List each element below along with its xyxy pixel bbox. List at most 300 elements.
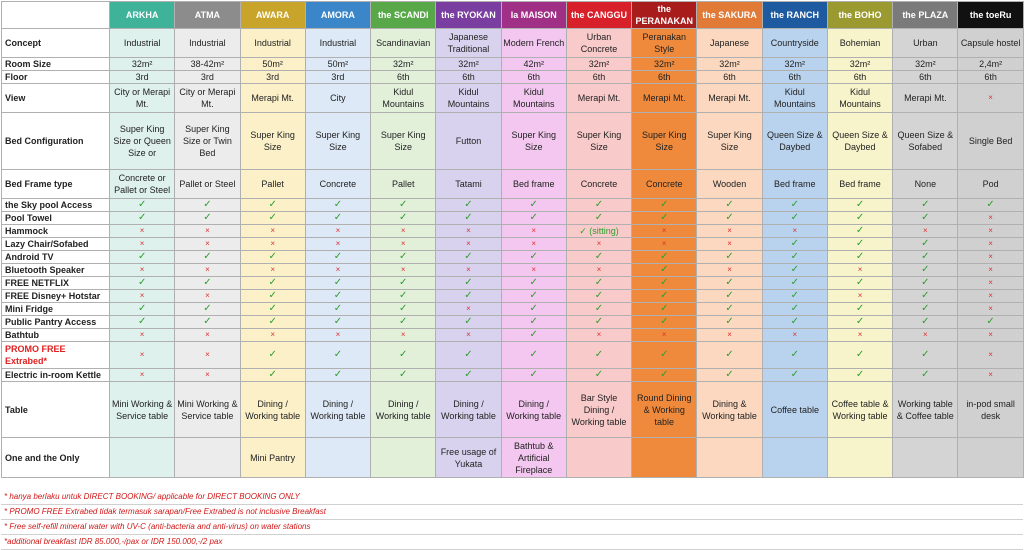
cell-value: Concrete xyxy=(566,170,631,199)
cell-value: Japanese Traditional xyxy=(436,29,501,58)
cross-icon: × xyxy=(697,225,762,238)
check-icon: ✓ xyxy=(305,316,370,329)
row-label: Bluetooth Speaker xyxy=(2,264,110,277)
room-header: the CANGGU xyxy=(566,2,631,29)
check-icon: ✓ xyxy=(240,342,305,369)
check-icon: ✓ xyxy=(436,369,501,382)
cell-value: Bar Style Dining / Working table xyxy=(566,382,631,438)
cross-icon: × xyxy=(566,238,631,251)
row-feature xyxy=(2,225,1024,238)
room-header: the BOHO xyxy=(827,2,892,29)
cell-value: Merapi Mt. xyxy=(240,84,305,113)
cell-value: Mini Working & Service table xyxy=(175,382,240,438)
cell-value: Super King Size xyxy=(697,113,762,170)
check-icon: ✓ xyxy=(240,199,305,212)
cross-icon: × xyxy=(175,342,240,369)
cell-value: 6th xyxy=(893,71,958,84)
cell-value: Urban Concrete xyxy=(566,29,631,58)
check-icon: ✓ xyxy=(827,342,892,369)
check-icon: ✓ xyxy=(632,342,697,369)
check-icon: ✓ xyxy=(110,212,175,225)
check-icon: ✓ xyxy=(240,277,305,290)
cell-value: Countryside xyxy=(762,29,827,58)
row-label: Pool Towel xyxy=(2,212,110,225)
check-icon: ✓ xyxy=(240,251,305,264)
cell-value: Queen Size & Daybed xyxy=(762,113,827,170)
cell-value: 32m² xyxy=(893,58,958,71)
cross-icon: × xyxy=(175,238,240,251)
check-icon: ✓ xyxy=(762,303,827,316)
check-icon: ✓ xyxy=(632,212,697,225)
cross-icon: × xyxy=(175,369,240,382)
cross-icon: × xyxy=(240,264,305,277)
cell-value: Pallet xyxy=(371,170,436,199)
cell-value: Dining / Working table xyxy=(240,382,305,438)
room-header: the SCANDI xyxy=(371,2,436,29)
footnote: * PROMO FREE Extrabed tidak termasuk sarapan/Free Extrabed is not inclusive Breakfast xyxy=(1,505,1023,520)
cell-value: Japanese xyxy=(697,29,762,58)
cross-icon: × xyxy=(958,277,1023,290)
cross-icon: × xyxy=(240,238,305,251)
check-icon: ✓ xyxy=(632,199,697,212)
row-label: Table xyxy=(2,382,110,438)
check-icon: ✓ xyxy=(827,316,892,329)
footnotes xyxy=(1,490,1023,550)
check-icon: ✓ xyxy=(827,212,892,225)
cross-icon: × xyxy=(305,225,370,238)
cell-value: Coffee table & Working table xyxy=(827,382,892,438)
cell-value: Coffee table xyxy=(762,382,827,438)
check-icon: ✓ xyxy=(240,369,305,382)
row-label: Lazy Chair/Sofabed xyxy=(2,238,110,251)
room-header: the RANCH xyxy=(762,2,827,29)
cross-icon: × xyxy=(110,329,175,342)
cell-value xyxy=(175,438,240,478)
check-icon: ✓ xyxy=(632,316,697,329)
cross-icon: × xyxy=(436,303,501,316)
cell-value: Futton xyxy=(436,113,501,170)
check-icon: ✓ xyxy=(893,290,958,303)
row-table xyxy=(2,382,1024,438)
cell-value: Queen Size & Daybed xyxy=(827,113,892,170)
row-label: Hammock xyxy=(2,225,110,238)
room-header: the RYOKAN xyxy=(436,2,501,29)
cross-icon: × xyxy=(958,251,1023,264)
cross-icon: × xyxy=(958,329,1023,342)
check-icon: ✓ xyxy=(893,264,958,277)
cell-value: 6th xyxy=(501,71,566,84)
cross-icon: × xyxy=(371,238,436,251)
cross-icon: × xyxy=(958,342,1023,369)
check-icon: ✓ xyxy=(566,277,631,290)
cross-icon: × xyxy=(175,290,240,303)
cell-value: Industrial xyxy=(305,29,370,58)
check-icon: ✓ xyxy=(436,199,501,212)
row-feature xyxy=(2,290,1024,303)
check-icon: ✓ xyxy=(305,212,370,225)
check-icon: ✓ xyxy=(371,369,436,382)
row-one-and-the-only xyxy=(2,438,1024,478)
row-label: FREE NETFLIX xyxy=(2,277,110,290)
cross-icon: × xyxy=(436,264,501,277)
cross-icon: × xyxy=(175,329,240,342)
cell-value: Super King Size xyxy=(371,113,436,170)
cell-value: 6th xyxy=(762,71,827,84)
cell-value: Super King Size or Twin Bed xyxy=(175,113,240,170)
cell-value: Urban xyxy=(893,29,958,58)
cell-value: 32m² xyxy=(566,58,631,71)
cell-value: 32m² xyxy=(697,58,762,71)
check-icon: ✓ xyxy=(632,264,697,277)
cell-value: Industrial xyxy=(175,29,240,58)
check-icon: ✓ xyxy=(893,303,958,316)
cross-icon: × xyxy=(827,290,892,303)
room-comparison-table xyxy=(1,1,1024,478)
row-label: One and the Only xyxy=(2,438,110,478)
cross-icon: × xyxy=(436,329,501,342)
room-header: the toeRu xyxy=(958,2,1023,29)
check-icon: ✓ xyxy=(827,251,892,264)
check-icon: ✓ xyxy=(762,212,827,225)
cell-value: Merapi Mt. xyxy=(893,84,958,113)
check-icon: ✓ xyxy=(762,369,827,382)
cell-value: 6th xyxy=(436,71,501,84)
cross-icon: × xyxy=(958,264,1023,277)
cell-value: 32m² xyxy=(436,58,501,71)
check-icon: ✓ xyxy=(240,212,305,225)
footnote: * Free self-refill mineral water with UV-C (anti-bacteria and anti-virus) on water stations xyxy=(1,520,1023,535)
cell-value: Super King Size xyxy=(501,113,566,170)
check-icon: ✓ xyxy=(371,342,436,369)
check-icon: ✓ xyxy=(175,251,240,264)
cell-value: Super King Size or Queen Size or xyxy=(110,113,175,170)
cell-value: Merapi Mt. xyxy=(632,84,697,113)
check-icon: ✓ xyxy=(762,277,827,290)
cell-value: Scandinavian xyxy=(371,29,436,58)
cross-icon: × xyxy=(958,225,1023,238)
check-icon: ✓ xyxy=(501,277,566,290)
cell-value: 32m² xyxy=(110,58,175,71)
cell-value: 50m² xyxy=(240,58,305,71)
cell-value: 3rd xyxy=(240,71,305,84)
row-label: FREE Disney+ Hotstar xyxy=(2,290,110,303)
row-bed-frame-type xyxy=(2,170,1024,199)
cross-icon: × xyxy=(501,264,566,277)
header-row xyxy=(2,2,1024,29)
check-icon: ✓ xyxy=(893,212,958,225)
room-header: AWARA xyxy=(240,2,305,29)
cell-value: Single Bed xyxy=(958,113,1023,170)
cell-value: Pallet or Steel xyxy=(175,170,240,199)
room-header: AMORA xyxy=(305,2,370,29)
check-icon: ✓ xyxy=(827,199,892,212)
cell-value: 6th xyxy=(827,71,892,84)
row-concept xyxy=(2,29,1024,58)
cell-value: Dining / Working table xyxy=(305,382,370,438)
check-icon: ✓ xyxy=(762,264,827,277)
cell-value xyxy=(958,438,1023,478)
row-kettle xyxy=(2,369,1024,382)
check-icon: ✓ xyxy=(436,316,501,329)
cell-value: Bed frame xyxy=(827,170,892,199)
cell-value: Concrete or Pallet or Steel xyxy=(110,170,175,199)
cell-value: Concrete xyxy=(632,170,697,199)
check-icon: ✓ xyxy=(893,277,958,290)
check-icon: ✓ xyxy=(240,316,305,329)
cell-value: Modern French xyxy=(501,29,566,58)
row-feature xyxy=(2,238,1024,251)
cell-value: Capsule hostel xyxy=(958,29,1023,58)
check-icon: ✓ xyxy=(697,369,762,382)
cross-icon: × xyxy=(436,238,501,251)
room-header: the PLAZA xyxy=(893,2,958,29)
row-room-size xyxy=(2,58,1024,71)
footnote: * hanya berlaku untuk DIRECT BOOKING/ applicable for DIRECT BOOKING ONLY xyxy=(1,490,1023,505)
check-icon: ✓ xyxy=(240,290,305,303)
check-icon: ✓ xyxy=(436,342,501,369)
cross-icon: × xyxy=(240,225,305,238)
room-header: ATMA xyxy=(175,2,240,29)
check-icon: ✓ xyxy=(697,199,762,212)
room-header: la MAISON xyxy=(501,2,566,29)
cell-value: Super King Size xyxy=(632,113,697,170)
row-feature xyxy=(2,199,1024,212)
cell-value: City xyxy=(305,84,370,113)
check-icon: ✓ xyxy=(697,290,762,303)
cross-icon: × xyxy=(240,329,305,342)
check-icon: ✓ xyxy=(762,251,827,264)
check-icon: ✓ xyxy=(175,303,240,316)
check-icon: ✓ xyxy=(305,290,370,303)
cell-value: Mini Working & Service table xyxy=(110,382,175,438)
row-floor xyxy=(2,71,1024,84)
check-icon: ✓ xyxy=(305,303,370,316)
check-icon: ✓ xyxy=(371,251,436,264)
row-label: Electric in-room Kettle xyxy=(2,369,110,382)
check-icon: ✓ xyxy=(371,277,436,290)
row-promo-extrabed xyxy=(2,342,1024,369)
cross-icon: × xyxy=(632,238,697,251)
check-icon: ✓ xyxy=(501,290,566,303)
cell-value: 42m² xyxy=(501,58,566,71)
cross-icon: × xyxy=(371,264,436,277)
check-icon: ✓ xyxy=(371,199,436,212)
cross-icon: × xyxy=(175,225,240,238)
row-feature xyxy=(2,212,1024,225)
check-icon: ✓ xyxy=(827,238,892,251)
cross-icon: × xyxy=(110,342,175,369)
cell-value: Dining / Working table xyxy=(501,382,566,438)
check-icon: ✓ xyxy=(175,316,240,329)
check-icon: ✓ xyxy=(827,225,892,238)
cell-value: 6th xyxy=(958,71,1023,84)
check-icon: ✓ xyxy=(697,251,762,264)
check-icon: ✓ xyxy=(697,303,762,316)
check-icon: ✓ xyxy=(762,199,827,212)
cross-icon: × xyxy=(305,264,370,277)
check-icon: ✓ xyxy=(305,251,370,264)
check-icon: ✓ xyxy=(893,342,958,369)
cell-value: Round Dining & Working table xyxy=(632,382,697,438)
cross-icon: × xyxy=(436,225,501,238)
cell-value: Dining & Working table xyxy=(697,382,762,438)
check-icon: ✓ xyxy=(240,303,305,316)
check-icon: ✓ xyxy=(893,251,958,264)
cell-value: in-pod small desk xyxy=(958,382,1023,438)
cell-value: Wooden xyxy=(697,170,762,199)
check-icon: ✓ xyxy=(436,277,501,290)
cross-icon: × xyxy=(566,329,631,342)
cell-value: 6th xyxy=(632,71,697,84)
row-label: Bed Configuration xyxy=(2,113,110,170)
room-header: the PERANAKAN xyxy=(632,2,697,29)
cell-value: 32m² xyxy=(632,58,697,71)
check-icon: ✓ xyxy=(436,251,501,264)
cross-icon: × xyxy=(958,290,1023,303)
check-icon: ✓ xyxy=(501,316,566,329)
check-icon: ✓ xyxy=(501,212,566,225)
cell-value: Bed frame xyxy=(762,170,827,199)
footnote: *additional breakfast IDR 85.000,-/pax or IDR 150.000,-/2 pax xyxy=(1,535,1023,550)
check-icon: ✓ xyxy=(436,212,501,225)
check-icon: ✓ xyxy=(632,277,697,290)
check-icon: ✓ xyxy=(958,316,1023,329)
check-icon: ✓ xyxy=(175,277,240,290)
row-label: Room Size xyxy=(2,58,110,71)
cross-icon: × xyxy=(632,329,697,342)
cell-value: Industrial xyxy=(110,29,175,58)
check-icon: ✓ xyxy=(893,199,958,212)
cell-value xyxy=(762,438,827,478)
cross-icon: × xyxy=(827,264,892,277)
cross-icon: × xyxy=(501,225,566,238)
check-icon: ✓ xyxy=(110,277,175,290)
cross-icon: × xyxy=(697,264,762,277)
check-icon: ✓ xyxy=(371,290,436,303)
check-icon: ✓ xyxy=(175,212,240,225)
cell-value: Merapi Mt. xyxy=(697,84,762,113)
check-icon: ✓ xyxy=(305,369,370,382)
cross-icon: × xyxy=(762,329,827,342)
cross-icon: × xyxy=(893,225,958,238)
check-icon: ✓ xyxy=(827,277,892,290)
cell-value: 38-42m² xyxy=(175,58,240,71)
row-feature xyxy=(2,251,1024,264)
cross-icon: × xyxy=(958,369,1023,382)
cross-icon: × xyxy=(371,225,436,238)
cell-value: Pod xyxy=(958,170,1023,199)
row-label: Public Pantry Access xyxy=(2,316,110,329)
cell-value: 2,4m² xyxy=(958,58,1023,71)
cross-icon: × xyxy=(958,212,1023,225)
check-icon: ✓ xyxy=(632,369,697,382)
header-corner xyxy=(2,2,110,29)
cross-icon: × xyxy=(958,303,1023,316)
room-header: the SAKURA xyxy=(697,2,762,29)
cell-value xyxy=(893,438,958,478)
check-icon: ✓ xyxy=(632,251,697,264)
check-icon: ✓ xyxy=(827,303,892,316)
cell-value: 32m² xyxy=(762,58,827,71)
check-icon: ✓ xyxy=(762,316,827,329)
cell-value: Working table & Coffee table xyxy=(893,382,958,438)
cross-icon: × xyxy=(958,84,1023,113)
row-feature xyxy=(2,329,1024,342)
cell-value xyxy=(827,438,892,478)
cell-value: Industrial xyxy=(240,29,305,58)
check-icon: ✓ xyxy=(501,199,566,212)
check-icon: ✓ xyxy=(632,303,697,316)
check-icon: ✓ xyxy=(110,251,175,264)
check-icon: ✓ xyxy=(827,369,892,382)
check-icon: ✓ xyxy=(893,316,958,329)
cell-value: 3rd xyxy=(305,71,370,84)
check-icon: ✓ xyxy=(436,290,501,303)
cell-value: Concrete xyxy=(305,170,370,199)
cross-icon: × xyxy=(566,264,631,277)
check-icon: ✓ xyxy=(762,342,827,369)
cell-value: 6th xyxy=(566,71,631,84)
row-label: Mini Fridge xyxy=(2,303,110,316)
row-feature xyxy=(2,277,1024,290)
cell-value: Peranakan Style xyxy=(632,29,697,58)
check-icon: ✓ xyxy=(371,316,436,329)
cell-value xyxy=(697,438,762,478)
check-icon: ✓ xyxy=(371,212,436,225)
cross-icon: × xyxy=(110,290,175,303)
check-icon: ✓ xyxy=(501,342,566,369)
check-icon: ✓ xyxy=(697,316,762,329)
check-icon: ✓ xyxy=(501,251,566,264)
row-feature xyxy=(2,264,1024,277)
cell-value: Bathtub & Artificial Fireplace xyxy=(501,438,566,478)
cell-value: Tatami xyxy=(436,170,501,199)
check-icon: ✓ xyxy=(893,238,958,251)
cell-value: 6th xyxy=(371,71,436,84)
cell-value: Mini Pantry xyxy=(240,438,305,478)
row-label: the Sky pool Access xyxy=(2,199,110,212)
cell-value: Queen Size & Sofabed xyxy=(893,113,958,170)
check-icon: ✓ xyxy=(566,303,631,316)
cell-value: Dining / Working table xyxy=(371,382,436,438)
cell-value: Kidul Mountains xyxy=(436,84,501,113)
check-icon: ✓ xyxy=(501,303,566,316)
check-icon: ✓ xyxy=(305,342,370,369)
row-label: Android TV xyxy=(2,251,110,264)
room-header: ARKHA xyxy=(110,2,175,29)
row-view xyxy=(2,84,1024,113)
check-icon: ✓ xyxy=(110,303,175,316)
cell-value: 3rd xyxy=(110,71,175,84)
check-icon: ✓ xyxy=(697,342,762,369)
cross-icon: × xyxy=(175,264,240,277)
cross-icon: × xyxy=(827,329,892,342)
cell-value xyxy=(566,438,631,478)
cross-icon: × xyxy=(762,225,827,238)
row-label: PROMO FREE Extrabed* xyxy=(2,342,110,369)
cell-value: 50m² xyxy=(305,58,370,71)
check-icon: ✓ xyxy=(697,212,762,225)
check-icon: ✓ xyxy=(762,238,827,251)
row-label: Floor xyxy=(2,71,110,84)
check-icon: ✓ xyxy=(566,199,631,212)
check-icon: ✓ xyxy=(566,316,631,329)
check-icon: ✓ xyxy=(566,212,631,225)
cell-value: Kidul Mountains xyxy=(762,84,827,113)
check-icon: ✓ xyxy=(305,199,370,212)
check-icon: ✓ xyxy=(566,342,631,369)
cell-value: 32m² xyxy=(371,58,436,71)
